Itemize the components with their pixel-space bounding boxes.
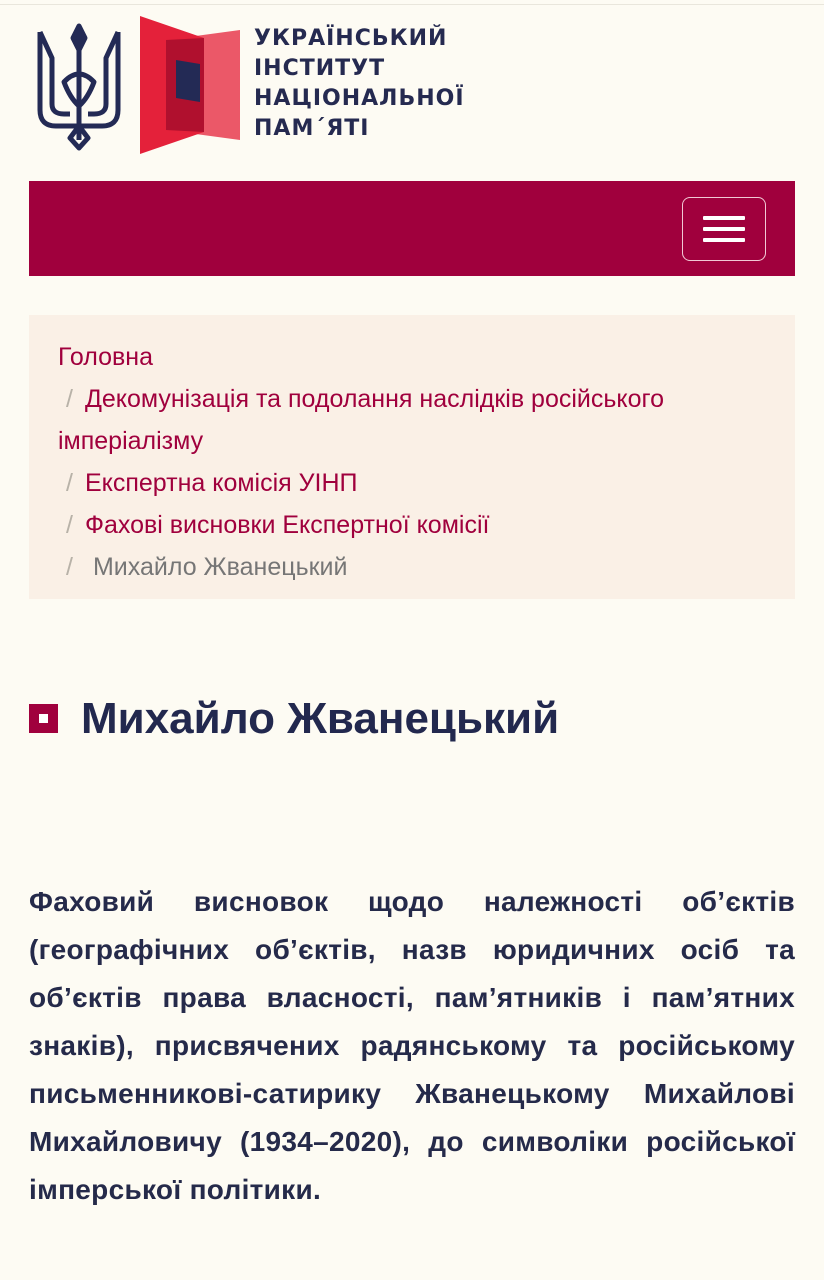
breadcrumb-item — [58, 462, 767, 504]
top-divider — [0, 4, 824, 5]
lead-paragraph: Фаховий висновок щодо належності об’єктів (географічних об’єктів, назв юридичних осіб та об’єктів права власності, пам’ятників і пам’ятних знаків), присвячених радянському та російському письменникові-сатирику Жванецькому Михайлові Михайловичу (1934–2020), до символіки російської імперської політики. — [29, 886, 795, 1205]
breadcrumb-item-current — [58, 546, 767, 588]
title-square-icon — [29, 704, 58, 733]
org-name-line: ІНСТИТУТ — [254, 56, 386, 81]
breadcrumb-item — [58, 504, 767, 546]
breadcrumb-link-home[interactable]: Головна — [58, 343, 153, 371]
main-navbar — [29, 181, 795, 276]
org-name-line: НАЦІОНАЛЬНОЇ — [254, 86, 465, 111]
breadcrumb-link-conclusions[interactable]: Фахові висновки Експертної комісії — [84, 511, 490, 539]
organization-name — [254, 24, 465, 144]
org-name-line: ПАМ´ЯТІ — [254, 116, 370, 141]
hamburger-icon — [703, 227, 745, 231]
breadcrumb-item — [58, 336, 767, 378]
trident-emblem-icon — [34, 22, 124, 152]
hamburger-icon — [703, 216, 745, 220]
org-name-line: УКРАЇНСЬКИЙ — [254, 26, 448, 51]
breadcrumb-link-decommunization[interactable]: Декомунізація та подолання наслідків російського імперіалізму — [58, 385, 665, 455]
home-logo-link[interactable] — [30, 16, 500, 156]
site-header — [30, 16, 500, 156]
breadcrumb — [29, 315, 795, 599]
breadcrumb-link-expert-commission[interactable]: Експертна комісія УІНП — [84, 469, 358, 497]
page-title: Михайло Жванецький — [81, 694, 560, 743]
breadcrumb-separator: / — [66, 553, 73, 581]
breadcrumb-item — [58, 378, 767, 462]
page-title-block — [29, 690, 799, 750]
hamburger-icon — [703, 238, 745, 242]
breadcrumb-separator: / — [66, 469, 73, 497]
breadcrumb-current-label: Михайло Жванецький — [92, 553, 348, 581]
breadcrumb-separator: / — [66, 511, 73, 539]
menu-toggle-button[interactable] — [682, 197, 766, 261]
breadcrumb-separator: / — [66, 385, 73, 413]
institute-logo-icon — [140, 16, 240, 154]
